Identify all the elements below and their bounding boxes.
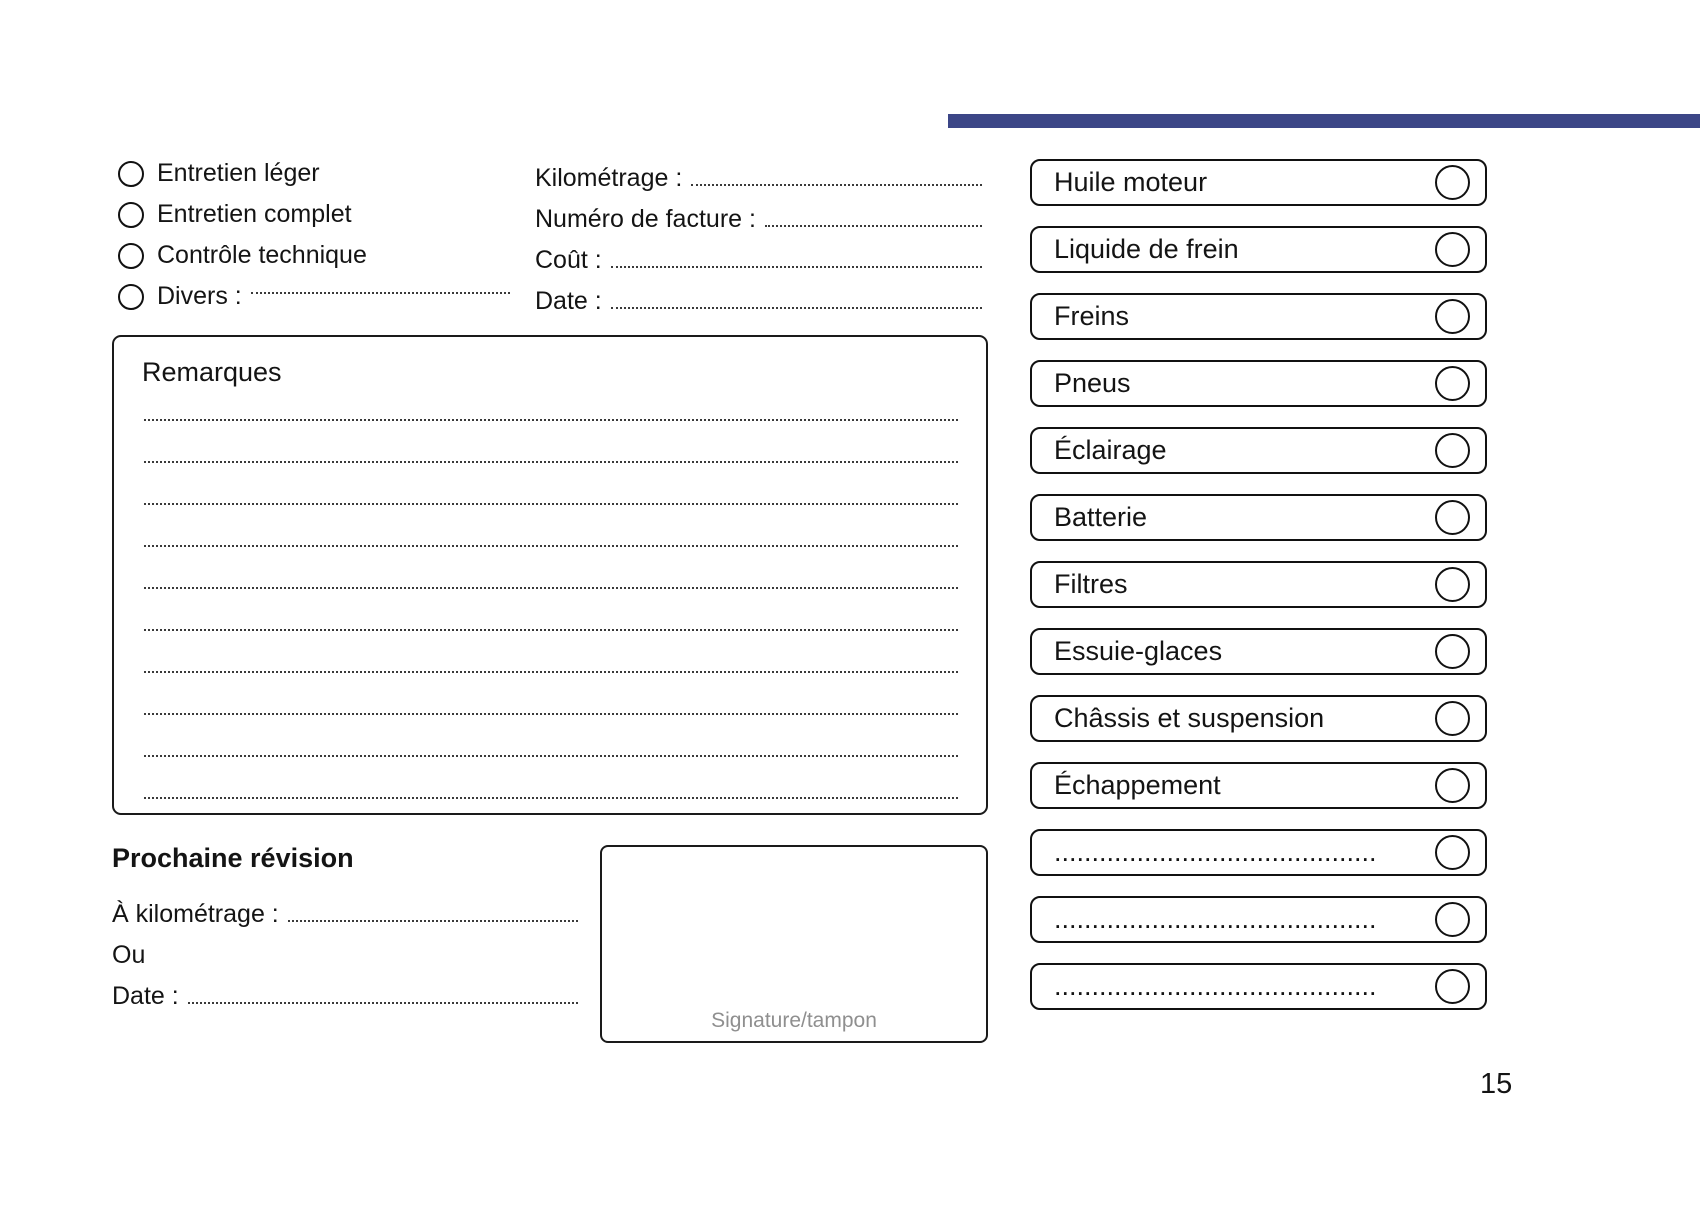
radio-circle-icon [118,161,144,187]
checklist-item [1030,293,1487,340]
remark-line [144,673,958,715]
status-circle-icon [1435,500,1470,535]
checklist-item-label: ........................................... [1054,904,1377,934]
next-date-fill-line [188,1002,578,1004]
radio-circle-icon [118,243,144,269]
status-circle-icon [1435,165,1470,200]
kilometrage-label: Kilométrage : [535,163,683,192]
service-option-label: Entretien complet [157,200,352,228]
date-fill-line [611,307,982,309]
status-circle-icon [1435,567,1470,602]
remark-line [144,757,958,799]
or-label: Ou [112,940,146,969]
remarks-lines [144,379,958,799]
checklist-item [1030,494,1487,541]
service-type-group [118,153,510,317]
checklist-item-label: Liquide de frein [1054,234,1239,264]
divers-fill-line [251,292,510,294]
checklist-item-label: Échappement [1054,770,1221,800]
status-circle-icon [1435,299,1470,334]
service-option-label: Divers : [157,282,242,310]
service-option-divers [118,276,510,317]
checklist-item [1030,628,1487,675]
checklist-item-label: Filtres [1054,569,1128,599]
remarks-title: Remarques [142,357,282,387]
remark-line [144,505,958,547]
checklist-item [1030,829,1487,876]
status-circle-icon [1435,433,1470,468]
remark-line [144,589,958,631]
checklist-item-label: Huile moteur [1054,167,1208,197]
signature-label: Signature/tampon [711,1009,877,1032]
next-km-label: À kilométrage : [112,899,279,928]
page-number: 15 [1480,1068,1513,1100]
checklist-item-label: Pneus [1054,368,1131,398]
kilometrage-field [535,153,982,194]
remark-line [144,631,958,673]
checklist-item [1030,360,1487,407]
remark-line [144,463,958,505]
checklist-item-label: Freins [1054,301,1130,331]
radio-circle-icon [118,202,144,228]
checklist-item [1030,896,1487,943]
cout-label: Coût : [535,245,602,274]
status-circle-icon [1435,902,1470,937]
checklist-item [1030,226,1487,273]
or-row [112,930,578,971]
cout-fill-line [611,266,982,268]
checklist [1030,159,1487,1030]
checklist-item-label: Châssis et suspension [1054,703,1325,733]
status-circle-icon [1435,835,1470,870]
next-revision-title: Prochaine révision [112,843,354,873]
facture-fill-line [765,225,982,227]
status-circle-icon [1435,634,1470,669]
checklist-item [1030,159,1487,206]
status-circle-icon [1435,701,1470,736]
checklist-item [1030,762,1487,809]
checklist-item [1030,695,1487,742]
service-option-controle-technique [118,235,510,276]
facture-label: Numéro de facture : [535,204,756,233]
next-revision-section [112,843,578,1012]
status-circle-icon [1435,232,1470,267]
next-km-field [112,889,578,930]
facture-field [535,194,982,235]
remark-line [144,379,958,421]
checklist-item [1030,561,1487,608]
checklist-item-label: Éclairage [1054,435,1167,465]
status-circle-icon [1435,768,1470,803]
status-circle-icon [1435,366,1470,401]
checklist-item-label: ........................................... [1054,837,1377,867]
next-date-field [112,971,578,1012]
date-label: Date : [535,286,602,315]
next-date-label: Date : [112,981,179,1010]
cout-field [535,235,982,276]
remark-line [144,715,958,757]
accent-bar [948,114,1700,128]
checklist-item [1030,963,1487,1010]
remarks-box [112,335,988,815]
invoice-fields [535,153,982,317]
kilometrage-fill-line [691,184,982,186]
radio-circle-icon [118,284,144,310]
status-circle-icon [1435,969,1470,1004]
next-km-fill-line [288,920,578,922]
checklist-item-label: Batterie [1054,502,1148,532]
remark-line [144,421,958,463]
service-option-entretien-leger [118,153,510,194]
checklist-item-label: ........................................... [1054,971,1377,1001]
remark-line [144,547,958,589]
checklist-item-label: Essuie-glaces [1054,636,1223,666]
checklist-item [1030,427,1487,474]
date-field [535,276,982,317]
service-option-entretien-complet [118,194,510,235]
service-option-label: Contrôle technique [157,241,367,269]
signature-box [600,845,988,1043]
service-option-label: Entretien léger [157,159,320,187]
